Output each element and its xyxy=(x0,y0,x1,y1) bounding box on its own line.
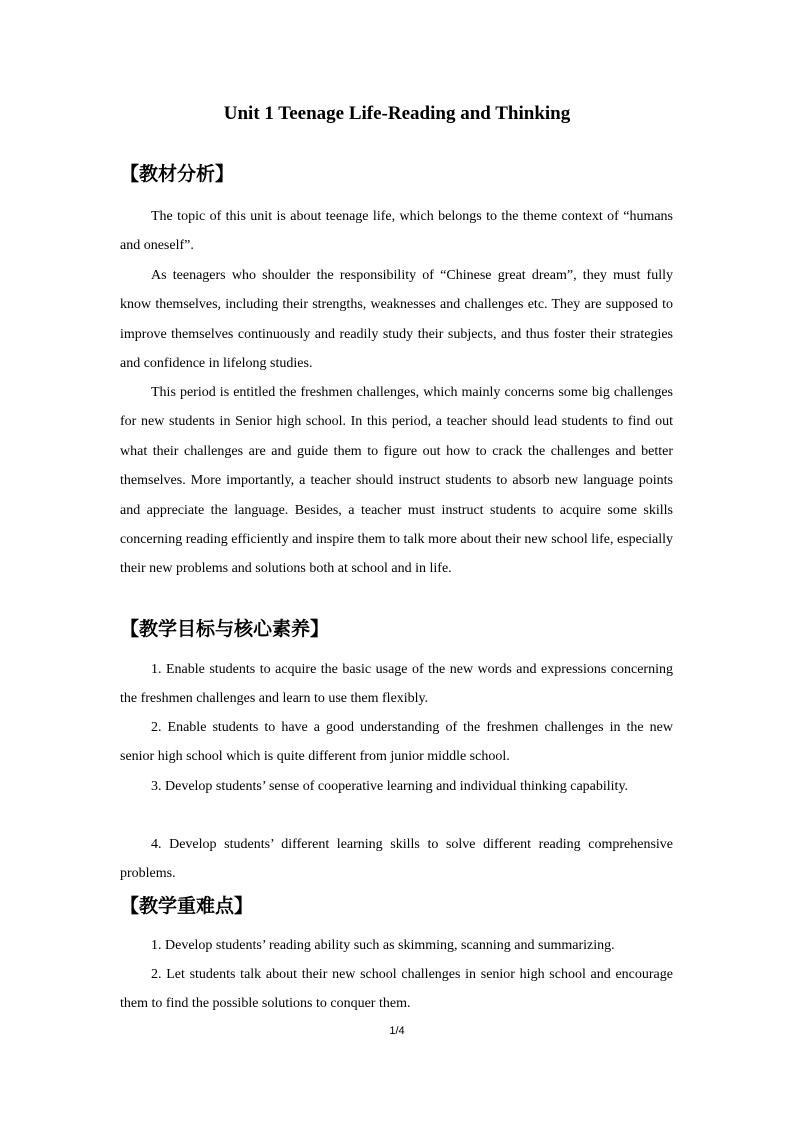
section-heading-teaching-objectives: 【教学目标与核心素养】 xyxy=(120,618,330,640)
paragraph-period: This period is entitled the freshmen challenges, which mainly concerns some big challenges for new students in Senior high school. In this period, a teacher should lead students to find out what their challenges are and guide them to figure out how to crack the challenges and better themselves. More importantly, a teacher should instruct students to absorb new language points and appreciate the language. Besides, a teacher must instruct students to acquire some skills concerning reading efficiently and inspire them to talk more about their new school life, especially their new problems and solutions both at school and in life. xyxy=(120,385,673,577)
objective-item-3: 3. Develop students’ sense of cooperative learning and individual thinking capability. xyxy=(151,779,629,794)
objective-item-4: 4. Develop students’ different learning skills to solve different reading comprehensive problems. xyxy=(120,837,673,882)
objective-item-1: 1. Enable students to acquire the basic usage of the new words and expressions concerning the freshmen challenges and learn to use them flexibly. xyxy=(120,662,673,707)
section-heading-textbook-analysis: 【教材分析】 xyxy=(120,163,235,185)
section-heading-key-difficulties: 【教学重难点】 xyxy=(120,895,254,917)
paragraph-topic: The topic of this unit is about teenage life, which belongs to the theme context of “humans and oneself”. xyxy=(120,209,673,254)
difficulty-item-1: 1. Develop students’ reading ability such as skimming, scanning and summarizing. xyxy=(151,938,615,953)
paragraph-teenagers: As teenagers who shoulder the responsibility of “Chinese great dream”, they must fully know themselves, including their strengths, weaknesses and challenges etc. They are supposed to improve themselves continuously and readily study their subjects, and thus foster their strategies and confidence in lifelong studies. xyxy=(120,268,673,372)
document-title: Unit 1 Teenage Life-Reading and Thinking xyxy=(223,103,571,124)
page-number: 1/4 xyxy=(389,1025,405,1037)
objective-item-2: 2. Enable students to have a good understanding of the freshmen challenges in the new senior high school which is quite different from junior middle school. xyxy=(120,720,673,765)
difficulty-item-2: 2. Let students talk about their new school challenges in senior high school and encourage them to find the possible solutions to conquer them. xyxy=(120,967,673,1012)
